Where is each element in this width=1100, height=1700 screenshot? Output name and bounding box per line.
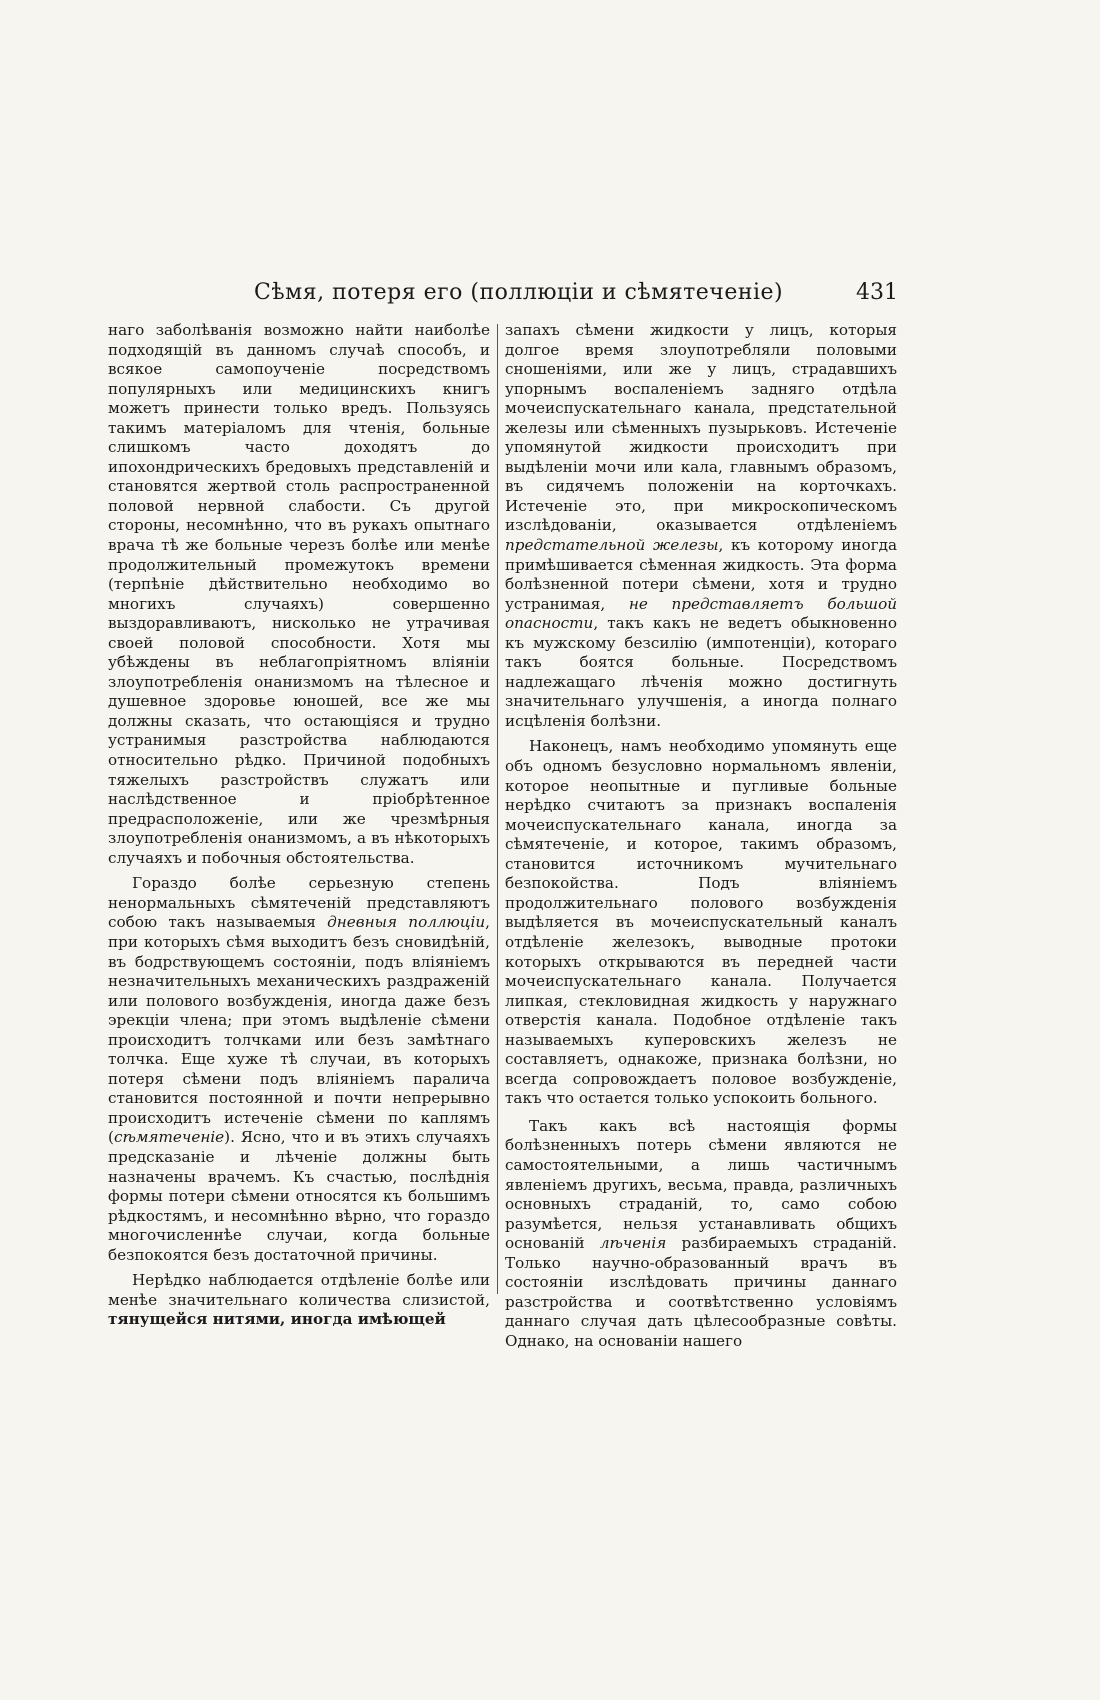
left-p3-text-a: Нерѣдко наблюдается отдѣленіе болѣе или менѣе значительнаго количества слизистой, xyxy=(108,1271,490,1309)
right-p3-emphasis: лѣченія xyxy=(599,1234,667,1253)
right-p2-text: Наконецъ, намъ необходимо упомянуть еще объ одномъ безусловно нормальномъ явленіи, которое неопытные и пугливые больные нерѣдко считаютъ за признакъ воспаленія мочеиспускательнаго канала, иногда за сѣмятеченіе, и которое, такимъ образомъ, становится источникомъ мучительнаго безпокойства. Подъ вліяніемъ продолжительнаго полового возбужденія выдѣляется въ мочеиспускательный каналъ отдѣленіе железокъ, выводные протоки которыхъ открываются въ передней части мочеиспускательнаго канала. Получается липкая, стекловидная жидкость у наружнаго отверстія канала. Подобное отдѣленіе такъ называемыхъ куперовскихъ железъ не составляетъ, однакоже, признака болѣзни, но всегда сопровождаетъ половое возбужденіе, такъ что остается только успокоить больного. xyxy=(505,737,897,1108)
running-title: Сѣмя, потеря его (поллюціи и сѣмятеченіе) xyxy=(254,280,784,305)
left-p2-text-b: , при которыхъ сѣмя выходитъ безъ сновидѣній, въ бодрствующемъ состояніи, подъ вліяніемъ незначительныхъ механическихъ раздраженій или полового возбужденія, иногда даже безъ эрекціи члена; при этомъ выдѣленіе сѣмени происходитъ толчками или безъ замѣтнаго толчка. Еще хуже тѣ случаи, въ которыхъ потеря сѣмени подъ вліяніемъ паралича становится постоянной и почти непрерывно происходитъ истеченіе сѣмени по каплямъ ( xyxy=(108,913,490,1147)
right-paragraph-2 xyxy=(505,737,897,1108)
left-p3-bold: тянущейся нитями, иногда имѣющей xyxy=(108,1310,446,1329)
running-head xyxy=(108,280,898,320)
left-p2-text-a: Гораздо болѣе серьезную степень ненормальныхъ сѣмятеченій представляютъ собою такъ называемыя xyxy=(108,874,490,932)
column-divider xyxy=(497,324,498,1294)
right-p1-emphasis-2: не представляетъ большой опасности xyxy=(505,594,897,633)
right-p1-text-c: , такъ какъ не ведетъ обыкновенно къ мужскому безсилію (импотенціи), котораго такъ боятся больные. Посредствомъ надлежащаго лѣченія можно достигнуть значительнаго улучшенія, а иногда полнаго исцѣленія болѣзни. xyxy=(505,614,897,730)
right-p3-text-b: разбираемыхъ страданій. Только научно-образованный врачъ въ состояніи изслѣдовать причины даннаго разстройства и соотвѣтственно условіямъ даннаго случая дать цѣлесообразные совѣты. Однако, на основаніи нашего xyxy=(505,1234,897,1350)
left-column xyxy=(108,321,490,1330)
page-number: 431 xyxy=(856,280,898,305)
left-p2-emphasis-1: дневныя поллюціи xyxy=(327,913,486,932)
left-paragraph-1 xyxy=(108,321,490,868)
right-p1-text-a: запахъ сѣмени жидкости у лицъ, которыя долгое время злоупотребляли половыми сношеніями, или же у лицъ, страдавшихъ упорнымъ воспаленіемъ задняго отдѣла мочеиспускательнаго канала, предстательной железы или сѣменныхъ пузырьковъ. Истеченіе упомянутой жидкости происходитъ при выдѣленіи мочи или кала, главнымъ образомъ, въ сидячемъ положеніи на корточкахъ. Истеченіе это, при микроскопическомъ изслѣдованіи, оказывается отдѣленіемъ xyxy=(505,321,897,535)
right-p3-text-a: Такъ какъ всѣ настоящія формы болѣзненныхъ потерь сѣмени являются не самостоятельными, а лишь частичнымъ явленіемъ другихъ, весьма, правда, различныхъ основныхъ страданій, то, само собою разумѣется, нельзя устанавливать общихъ основаній xyxy=(505,1116,897,1253)
left-paragraph-2 xyxy=(108,874,490,1265)
right-p1-text-b: , къ которому иногда примѣшивается сѣменная жидкость. Эта форма болѣзненной потери сѣмени, хотя и трудно устранимая, xyxy=(505,536,897,613)
right-column xyxy=(505,321,897,1351)
left-p1-text: наго заболѣванія возможно найти наиболѣе подходящій въ данномъ случаѣ способъ, и всякое самопоученіе посредствомъ популярныхъ или медицинскихъ книгъ можетъ принести только вредъ. Пользуясь такимъ матеріаломъ для чтенія, больные слишкомъ часто доходятъ до ипохондрическихъ бредовыхъ представленій и становятся жертвой столь распространенной половой нервной слабости. Съ другой стороны, несомнѣнно, что въ рукахъ опытнаго врача тѣ же больные черезъ болѣе или менѣе продолжительный промежутокъ времени (терпѣніе дѣйствительно необходимо во многихъ случаяхъ) совершенно выздоравливаютъ, нисколько не утрачивая своей половой способности. Хотя мы убѣждены въ неблагопріятномъ вліяніи злоупотребленія онанизмомъ на тѣлесное и душевное здоровье юношей, все же мы должны сказать, что остающіяся и трудно устранимыя разстройства наблюдаются относительно рѣдко. Причиной подобныхъ тяжелыхъ разстройствъ служатъ или наслѣдственное и пріобрѣтенное предрасположеніе, или же чрезмѣрныя злоупотребленія онанизмомъ, а въ нѣкоторыхъ случаяхъ и побочныя обстоятельства. xyxy=(108,321,490,867)
right-p1-emphasis-1: предстательной железы xyxy=(505,536,719,555)
right-paragraph-3 xyxy=(505,1117,897,1352)
left-p2-emphasis-2: сѣмятеченіе xyxy=(113,1128,225,1147)
right-paragraph-1 xyxy=(505,321,897,731)
left-p2-text-c: ). Ясно, что и въ этихъ случаяхъ предсказаніе и лѣченіе должны быть назначены врачемъ. Къ счастью, послѣднія формы потери сѣмени относятся къ большимъ рѣдкостямъ, и несомнѣнно вѣрно, что гораздо многочисленнѣе случаи, когда больные безпокоятся безъ достаточной причины. xyxy=(108,1128,490,1264)
left-paragraph-3 xyxy=(108,1271,490,1330)
